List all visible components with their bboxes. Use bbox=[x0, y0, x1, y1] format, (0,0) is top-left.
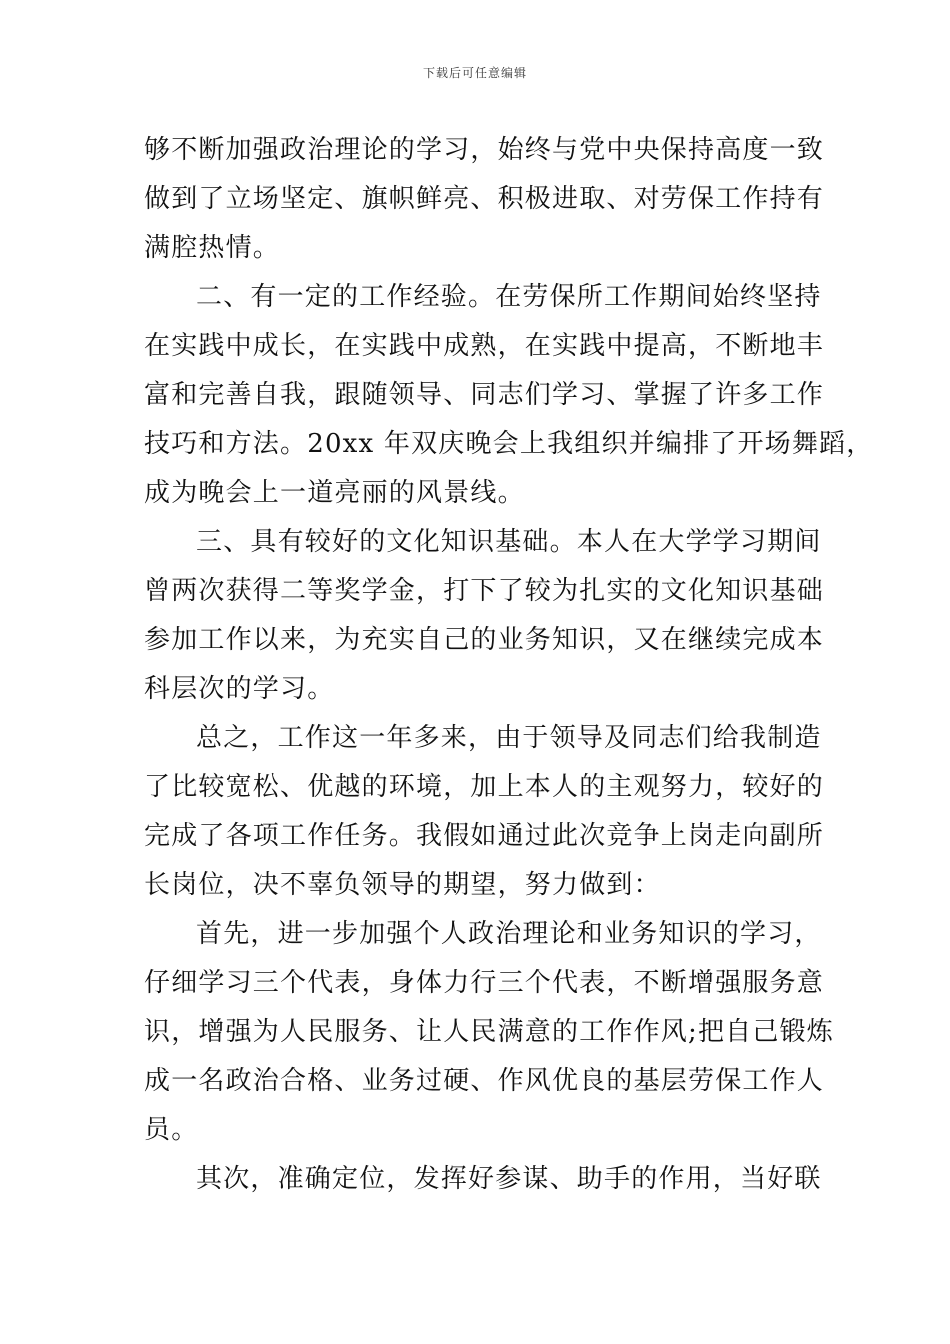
body-line: 识，增强为人民服务、让人民满意的工作作风;把自己锻炼 bbox=[144, 1017, 834, 1047]
body-line: 成一名政治合格、业务过硬、作风优良的基层劳保工作人 bbox=[144, 1066, 825, 1096]
body-line: 成为晚会上一道亮丽的风景线。 bbox=[144, 478, 525, 508]
body-line: 科层次的学习。 bbox=[144, 674, 335, 704]
body-line: 技巧和方法。20xx 年双庆晚会上我组织并编排了开场舞蹈， bbox=[144, 429, 874, 459]
paragraph-start-line: 总之，工作这一年多来，由于领导及同志们给我制造 bbox=[196, 723, 822, 753]
body-line: 参加工作以来，为充实自己的业务知识，又在继续完成本 bbox=[144, 625, 825, 655]
body-line: 仔细学习三个代表，身体力行三个代表，不断增强服务意 bbox=[144, 968, 825, 998]
paragraph-start-line: 首先，进一步加强个人政治理论和业务知识的学习， bbox=[196, 919, 822, 949]
page-header: 下载后可任意编辑 bbox=[422, 66, 527, 80]
paragraph-start-line: 其次，准确定位，发挥好参谋、助手的作用，当好联 bbox=[196, 1164, 822, 1194]
body-line: 长岗位，决不辜负领导的期望，努力做到： bbox=[144, 870, 661, 900]
body-line: 了比较宽松、优越的环境，加上本人的主观努力，较好的 bbox=[144, 772, 825, 802]
body-line: 员。 bbox=[144, 1115, 199, 1145]
paragraph-start-line: 二、有一定的工作经验。在劳保所工作期间始终坚持 bbox=[196, 282, 822, 312]
document-body bbox=[144, 126, 874, 1204]
body-line: 满腔热情。 bbox=[144, 233, 281, 263]
paragraph-start-line: 三、具有较好的文化知识基础。本人在大学学习期间 bbox=[196, 527, 822, 557]
body-line: 够不断加强政治理论的学习，始终与党中央保持高度一致 bbox=[144, 135, 825, 165]
body-line: 富和完善自我，跟随领导、同志们学习、掌握了许多工作 bbox=[144, 380, 825, 410]
body-line: 做到了立场坚定、旗帜鲜亮、积极进取、对劳保工作持有 bbox=[144, 184, 825, 214]
body-line: 在实践中成长，在实践中成熟，在实践中提高，不断地丰 bbox=[144, 331, 825, 361]
body-line: 曾两次获得二等奖学金，打下了较为扎实的文化知识基础 bbox=[144, 576, 825, 606]
body-line: 完成了各项工作任务。我假如通过此次竞争上岗走向副所 bbox=[144, 821, 825, 851]
